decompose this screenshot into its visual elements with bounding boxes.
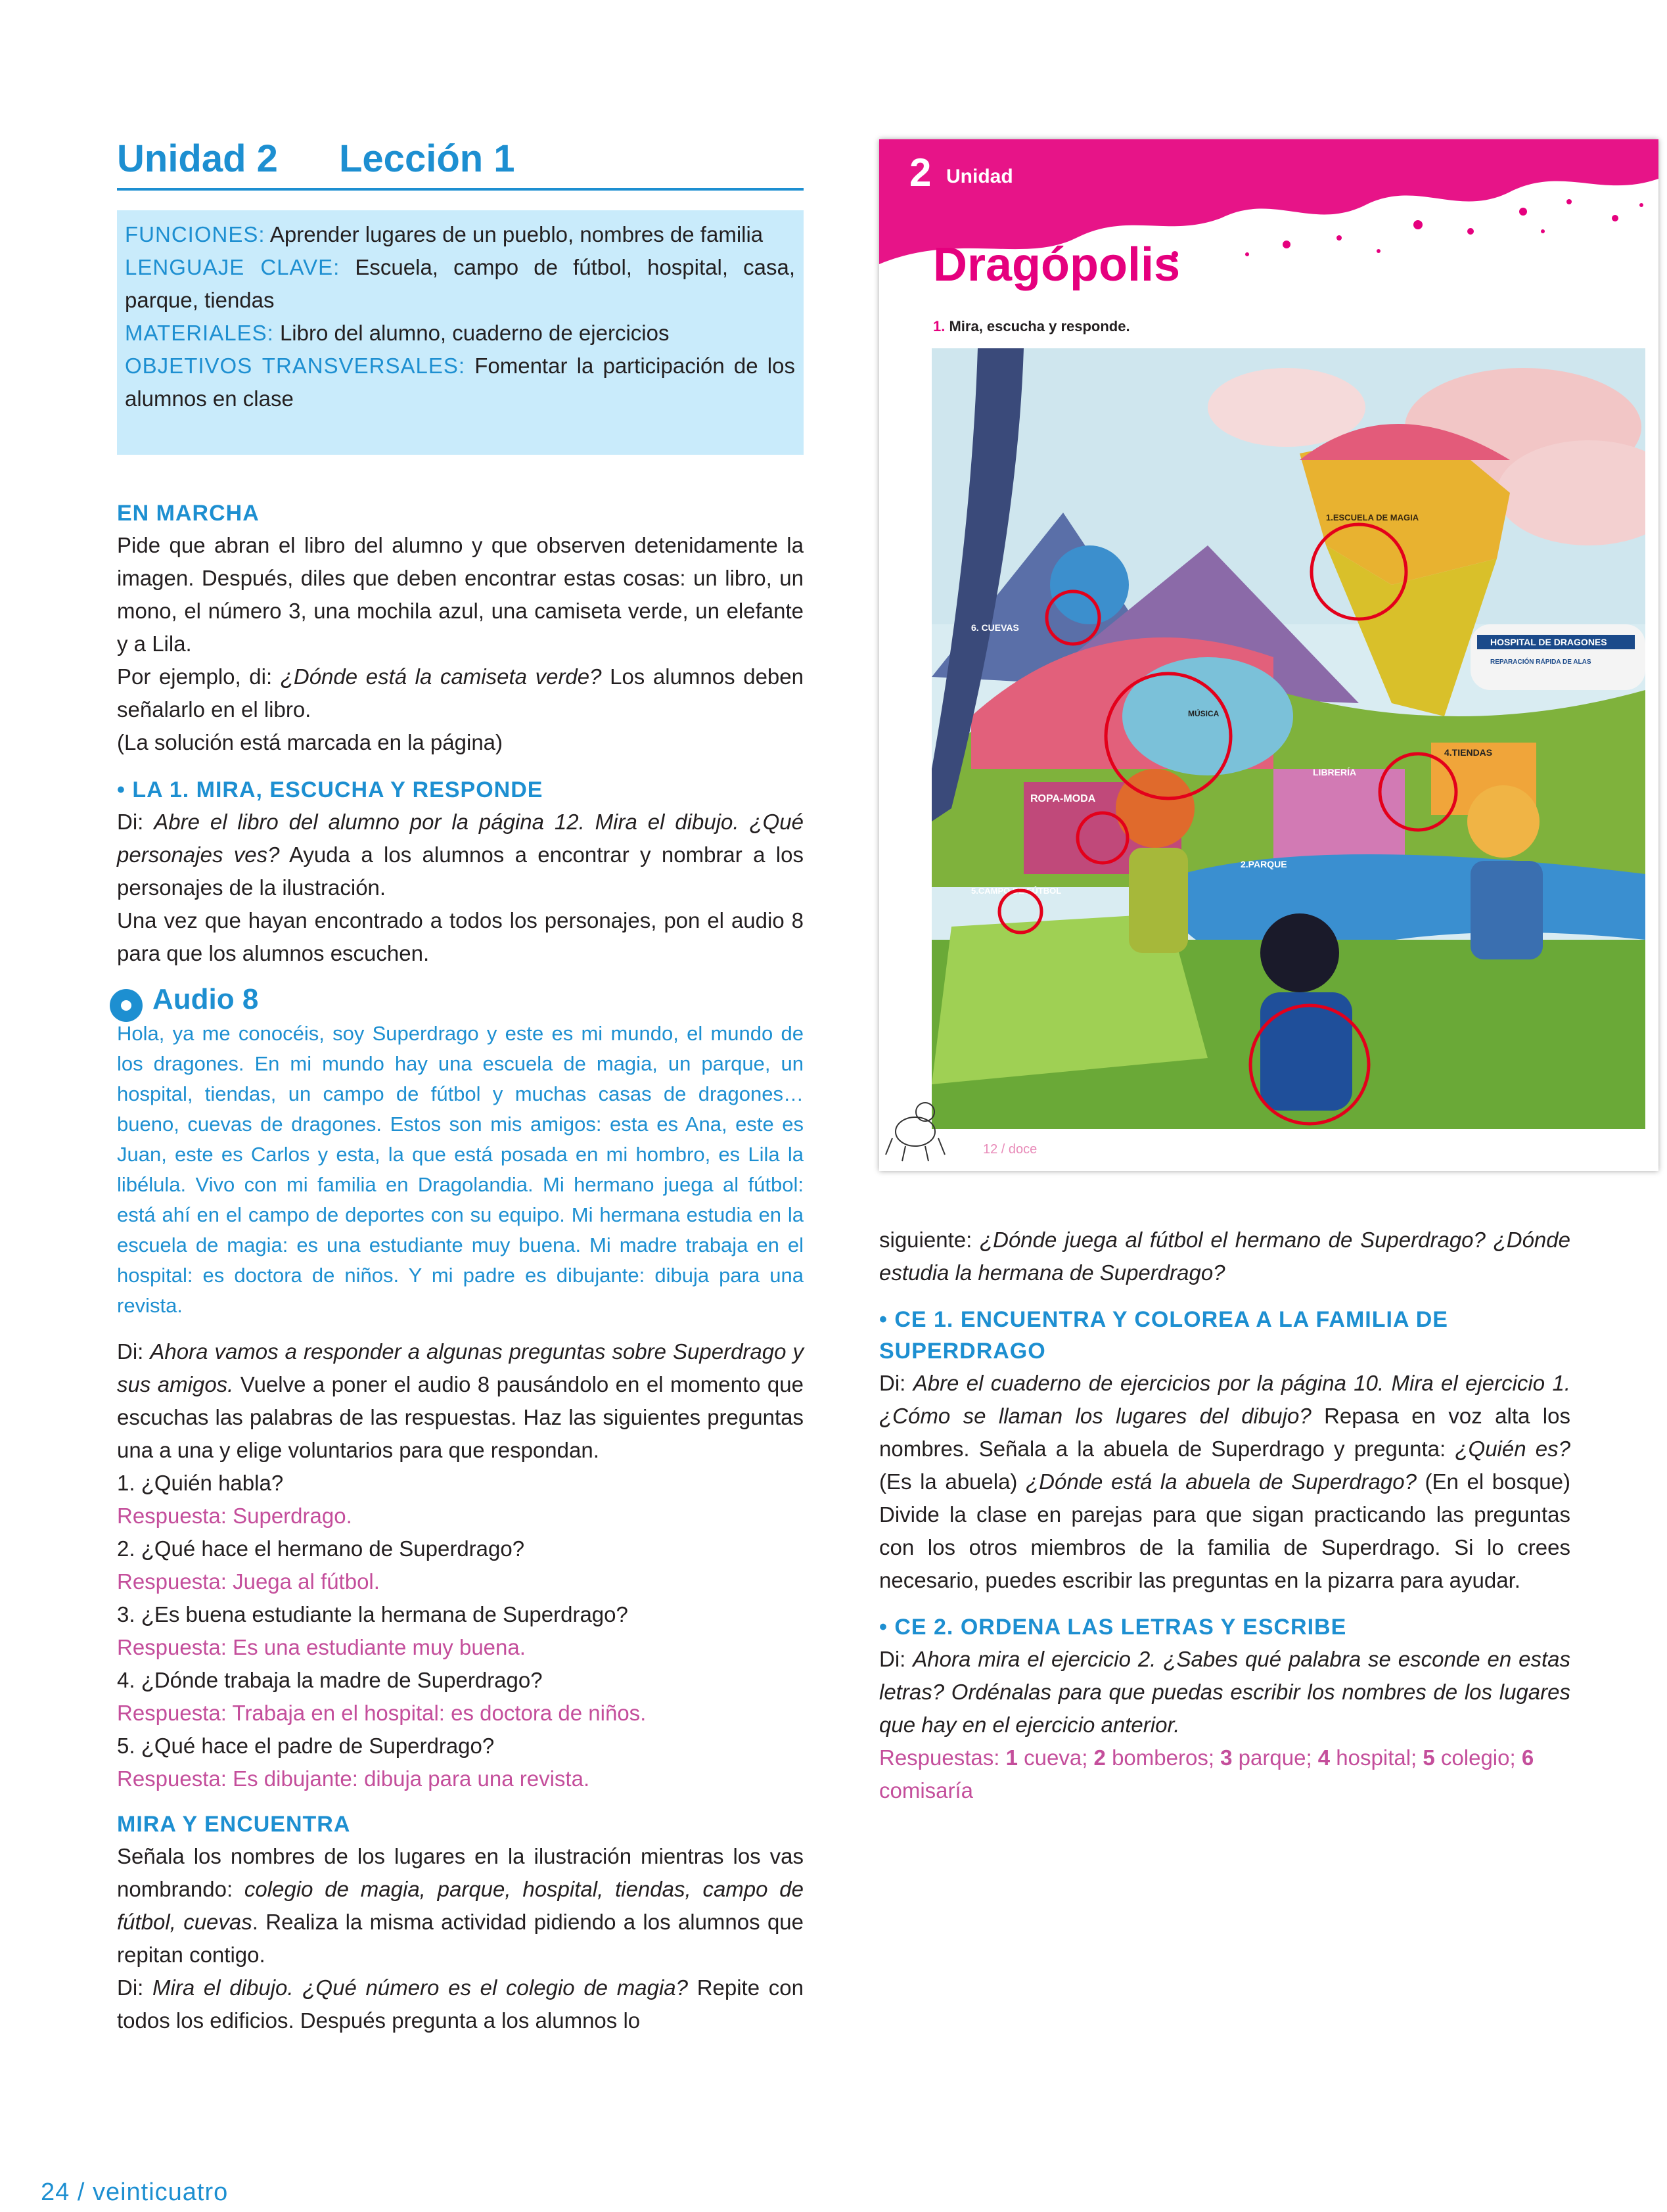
objectives-box: [117, 210, 804, 455]
funciones-label: FUNCIONES:: [125, 222, 265, 246]
label-ropa-moda: ROPA-MODA: [1030, 793, 1096, 804]
text: Di:: [117, 1339, 150, 1364]
answer-word: cueva;: [1017, 1745, 1094, 1770]
text-italic: ¿Dónde está la camiseta verde?: [280, 664, 602, 689]
text-italic: Ahora vamos a responder a algunas preguntas sobre Superdrago y sus amigos.: [117, 1339, 804, 1396]
answers-label: Respuestas:: [879, 1745, 1006, 1770]
lesson-title: Lección 1: [339, 137, 515, 180]
la1-p2: Una vez que hayan encontrado a todos los personajes, pon el audio 8 para que los alumnos escuchen.: [117, 908, 804, 965]
text-italic: Mira el dibujo. ¿Qué número es el colegio de magia?: [152, 1975, 688, 2000]
text-italic: ¿Dónde está la abuela de Superdrago?: [1026, 1469, 1417, 1494]
text: Ayuda a los alumnos a encontrar y nombrar a los personajes de la ilustración.: [117, 842, 804, 900]
ce1-text: [879, 1367, 1570, 1597]
text: Di:: [117, 810, 154, 834]
right-column: [879, 1224, 1570, 1807]
text: siguiente:: [879, 1228, 980, 1252]
text-italic: ¿Dónde juega al fútbol el hermano de Superdrago? ¿Dónde estudia la hermana de Superdrago?: [879, 1228, 1570, 1285]
after-audio-instructions: [117, 1335, 804, 1467]
text-italic: colegio de magia, parque, hospital, tiendas, campo de fútbol, cuevas: [117, 1877, 804, 1934]
unit-lesson-header: [117, 131, 804, 191]
unit-title: Unidad 2: [117, 137, 278, 180]
en-marcha-p3: (La solución está marcada en la página): [117, 730, 503, 754]
continued-text: [879, 1224, 1570, 1289]
text-italic: ¿Quién es?: [1455, 1437, 1570, 1461]
answer-word: hospital;: [1330, 1745, 1423, 1770]
materiales-label: MATERIALES:: [125, 321, 274, 345]
la1-p1: [117, 806, 804, 904]
text: Di:: [879, 1371, 913, 1395]
audio-play-icon[interactable]: [110, 989, 143, 1022]
mira-p2: [117, 1971, 804, 2037]
label-musica: MÚSICA: [1188, 709, 1220, 718]
answer-number: 2: [1093, 1745, 1106, 1770]
label-campo-futbol: 5.CAMPO DE FÚTBOL: [971, 886, 1062, 896]
text-italic: Abre el libro del alumno por la página 12. Mira el dibujo. ¿Qué personajes ves?: [117, 810, 804, 867]
answer-word: parque;: [1232, 1745, 1318, 1770]
funciones-text: Aprender lugares de un pueblo, nombres de familia: [265, 222, 764, 246]
label-reparacion: REPARACIÓN RÁPIDA DE ALAS: [1490, 658, 1591, 666]
label-escuela-magia: 1.ESCUELA DE MAGIA: [1326, 513, 1419, 522]
en-marcha-p1: Pide que abran el libro del alumno y que observen detenidamente la imagen. Después, diles que deben encontrar estas cosas: un libro, un mono, el número 3, una mochila azul, una camiseta verde, un elefante y a Lila.: [117, 533, 804, 656]
text: (En el bosque) Divide la clase en parejas para que sigan practicando las preguntas con los otros miembros de la familia de Superdrago. Si lo crees necesario, puedes escribir las preguntas en la pizarra para ayudar.: [879, 1469, 1570, 1592]
en-marcha-p2: [117, 660, 804, 726]
instruction-number: 1.: [933, 318, 946, 334]
text-italic: Ahora mira el ejercicio 2. ¿Sabes qué palabra se esconde en estas letras? Ordénalas para que puedas escribir los nombres de los lugares que hay en el ejercicio anterior.: [879, 1647, 1570, 1737]
label-libreria: LIBRERÍA: [1313, 767, 1357, 777]
answer-3: Respuesta: Es una estudiante muy buena.: [117, 1635, 526, 1659]
text: Repite con todos los edificios. Después pregunta a los alumnos lo: [117, 1975, 804, 2033]
en-marcha-heading: EN MARCHA: [117, 501, 260, 526]
text: Repasa en voz alta los nombres. Señala a la abuela de Superdrago y pregunta:: [879, 1404, 1570, 1461]
la1-heading: • LA 1. MIRA, ESCUCHA Y RESPONDE: [117, 777, 543, 802]
objetivos-label: OBJETIVOS TRANSVERSALES:: [125, 354, 466, 378]
book-title: Dragópolis: [933, 239, 1181, 291]
materiales-text: Libro del alumno, cuaderno de ejercicios: [273, 321, 670, 345]
answer-word: colegio;: [1434, 1745, 1522, 1770]
book-instruction: [933, 318, 1130, 335]
text: Di:: [879, 1647, 913, 1671]
answer-number: 3: [1220, 1745, 1233, 1770]
text: Señala los nombres de los lugares en la ilustración mientras los vas nombrando:: [117, 1844, 804, 1901]
label-cuevas: 6. CUEVAS: [971, 622, 1019, 633]
dragon-mascot-icon: [879, 1079, 951, 1164]
text: (Es la abuela): [879, 1469, 1026, 1494]
question-3: 3. ¿Es buena estudiante la hermana de Superdrago?: [117, 1602, 628, 1626]
en-marcha-section: [117, 497, 804, 759]
text: . Realiza la misma actividad pidiendo a los alumnos que repitan contigo.: [117, 1910, 804, 1967]
answer-4: Respuesta: Trabaja en el hospital: es doctora de niños.: [117, 1701, 647, 1725]
dragopolis-illustration: [932, 348, 1645, 1129]
mira-p1: [117, 1840, 804, 1971]
answer-number: 5: [1423, 1745, 1435, 1770]
answer-word: bomberos;: [1105, 1745, 1221, 1770]
mira-heading: MIRA Y ENCUENTRA: [117, 1812, 351, 1837]
question-4: 4. ¿Dónde trabaja la madre de Superdrago?: [117, 1668, 543, 1692]
text: Los alumnos deben señalarlo en el libro.: [117, 664, 804, 722]
label-tiendas: 4.TIENDAS: [1444, 747, 1493, 758]
student-book-page: [879, 139, 1658, 1171]
book-unit-word: Unidad: [946, 166, 1013, 187]
answer-2: Respuesta: Juega al fútbol.: [117, 1569, 380, 1594]
text: Por ejemplo, di:: [117, 664, 281, 689]
question-1: 1. ¿Quién habla?: [117, 1471, 284, 1495]
audio-title: Audio 8: [152, 983, 259, 1015]
instruction-text: Mira, escucha y responde.: [945, 318, 1130, 334]
book-unit-number: 2: [909, 150, 932, 195]
la1-section: [117, 774, 804, 970]
page-number: 24 / veinticuatro: [41, 2178, 229, 2206]
answer-word: comisaría: [879, 1778, 974, 1803]
questions-section: [117, 1335, 804, 2037]
answer-number: 1: [1005, 1745, 1018, 1770]
book-page-number: 12 / doce: [983, 1142, 1038, 1157]
ce2-text: [879, 1643, 1570, 1741]
text: Di:: [117, 1975, 153, 2000]
lenguaje-text: Escuela, campo de fútbol, hospital, casa, parque, tiendas: [125, 255, 795, 312]
ce2-heading: • CE 2. ORDENA LAS LETRAS Y ESCRIBE: [879, 1615, 1347, 1640]
label-parque: 2.PARQUE: [1241, 859, 1287, 869]
lenguaje-label: LENGUAJE CLAVE:: [125, 255, 340, 279]
audio-transcript: Hola, ya me conocéis, soy Superdrago y este es mi mundo, el mundo de los dragones. En mi mundo hay una escuela de magia, un parque, un hospital, tiendas, un campo de fútbol y muchas casas de dragones… bueno, cuevas de dragones. Estos son mis amigos: esta es Ana, este es Juan, este es Carlos y esta, la que está posada en mi hombro, es Lila la libélula. Vivo con mi familia en Dragolandia. Mi hermano juega al fútbol: está ahí en el campo de deportes con su equipo. Mi hermana estudia en la escuela de magia: es una estudiante muy buena. Mi madre trabaja en el hospital: es doctora de niños. Y mi padre es dibujante: dibuja para una revista.: [117, 1022, 804, 1317]
answer-number: 4: [1317, 1745, 1331, 1770]
label-hospital: HOSPITAL DE DRAGONES: [1490, 637, 1607, 647]
text: Vuelve a poner el audio 8 pausándolo en el momento que escuchas las palabras de las respuestas. Haz las siguientes preguntas una a una y elige voluntarios para que respondan.: [117, 1372, 804, 1462]
question-5: 5. ¿Qué hace el padre de Superdrago?: [117, 1734, 495, 1758]
answer-5: Respuesta: Es dibujante: dibuja para una revista.: [117, 1766, 590, 1791]
text-italic: Abre el cuaderno de ejercicios por la página 10. Mira el ejercicio 1. ¿Cómo se llaman los lugares del dibujo?: [879, 1371, 1570, 1428]
answer-number: 6: [1521, 1745, 1534, 1770]
question-2: 2. ¿Qué hace el hermano de Superdrago?: [117, 1536, 525, 1561]
objetivos-text: Fomentar la participación de los alumnos en clase: [125, 354, 795, 411]
answer-1: Respuesta: Superdrago.: [117, 1504, 352, 1528]
ce2-answers: [879, 1741, 1570, 1807]
ce1-heading: • CE 1. ENCUENTRA Y COLOREA A LA FAMILIA DE SUPERDRAGO: [879, 1307, 1448, 1364]
